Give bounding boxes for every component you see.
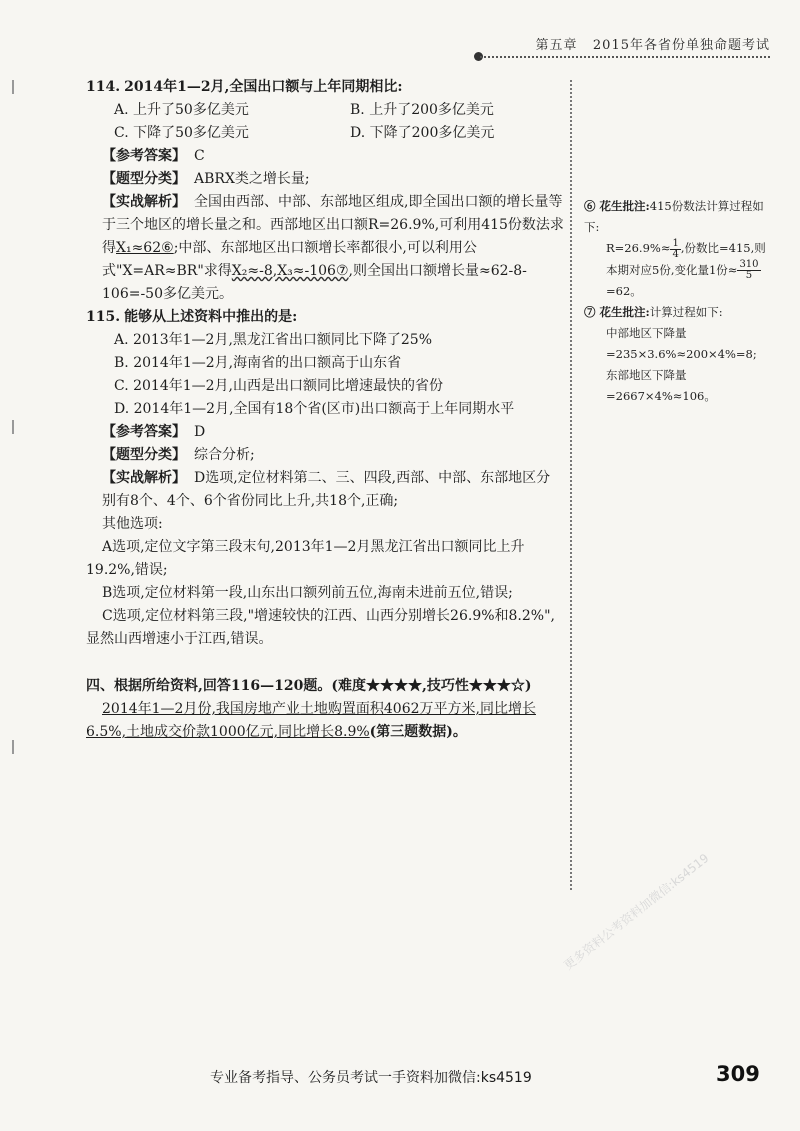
note-7-east: 东部地区下降量=2667×4%≈106。 [606,368,716,403]
answer-value: D [194,424,206,440]
analysis-tag: 【实战解析】 [102,194,186,210]
note-7-title: ⑦ 花生批注: [584,305,650,319]
analysis-tag: 【实战解析】 [102,470,186,486]
question-text: 能够从上述资料中推出的是: [124,309,298,325]
option-d: D. 2014年1—2月,全国有18个省(区市)出口额高于上年同期水平 [114,401,515,417]
answer-line [86,421,564,444]
analysis-paragraph [86,467,564,513]
note-7-body: 计算过程如下: [649,305,723,319]
analysis-x1: X₁≈62⑥ [116,240,174,256]
other-option-c: C选项,定位材料第三段,"增速较快的江西、山西分别增长26.9%和8.2%",显然山西增速小于江西,错误。 [86,608,555,647]
type-tag: 【题型分类】 [102,447,186,463]
option-a: A. 上升了50多亿美元 [114,102,249,118]
question-number: 114. [86,79,121,95]
type-tag: 【题型分类】 [102,171,186,187]
option-a: A. 2013年1—2月,黑龙江省出口额同比下降了25% [114,332,433,348]
option-c: C. 下降了50多亿美元 [114,125,249,141]
chapter-label: 第五章 [535,38,578,53]
fraction-denominator: 5 [745,270,753,281]
other-options-title: 其他选项: [102,516,163,532]
option-b: B. 上升了200多亿美元 [350,102,494,118]
question-114-options [86,99,564,145]
type-line [86,168,564,191]
formula-text: R=26.9%≈ [606,241,671,255]
option-c: C. 2014年1—2月,山西是出口额同比增速最快的省份 [114,378,444,394]
analysis-text: D选项,定位材料第二、三、四段,西部、中部、东部地区分别有8个、4个、6个省份同比上升,共18个,正确; [102,470,551,509]
section-4-material [86,698,564,744]
header-rule [480,56,770,58]
other-option-a: A选项,定位文字第三段末句,2013年1—2月黑龙江省出口额同比上升19.2%,错误; [86,539,525,578]
question-115-stem [86,306,564,329]
note-6 [584,196,774,238]
type-line [86,444,564,467]
fraction-numerator: 1 [672,237,679,249]
binding-mark [12,420,14,434]
option-d: D. 下降了200多亿美元 [350,125,495,141]
binding-mark [12,80,14,94]
page-number: 309 [716,1062,760,1086]
analysis-text: ,则全国出口额增长量≈62-8-106=-50多亿美元。 [102,263,527,302]
main-column [86,76,564,744]
analysis-text: ;中部、东部地区出口额增长率都很小,可以利用公式"X=AR≈BR"求得 [102,240,477,279]
fraction [737,260,760,281]
question-115-options [86,329,564,421]
answer-tag: 【参考答案】 [102,148,186,164]
note-7 [584,302,774,323]
fraction-denominator: 4 [672,248,679,260]
note-6-body: 415份数法计算过程如下: [584,199,764,234]
column-divider [570,80,572,890]
spacer [86,651,564,675]
question-text: 2014年1—2月,全国出口额与上年同期相比: [124,79,403,95]
question-114-stem [86,76,564,99]
material-tail: (第三题数据)。 [369,724,467,740]
binding-marks [12,80,18,780]
analysis-paragraph [86,191,564,306]
fraction [670,239,680,260]
answer-value: C [194,148,205,164]
analysis-x2x3: X₂≈-8,X₃≈-106⑦ [231,263,349,279]
formula-text: ,份数比=415,则本期对应5份,变化量1份≈ [606,241,766,277]
fraction-numerator: 310 [739,259,759,270]
note-6-formula [584,238,774,302]
option-b: B. 2014年1—2月,海南省的出口额高于山东省 [114,355,402,371]
sidebar-notes [584,196,774,407]
type-value: 综合分析; [194,447,255,463]
type-value: ABRX类之增长量; [194,171,310,187]
footer-text: 专业备考指导、公务员考试一手资料加微信:ks4519 [210,1070,532,1086]
answer-line [86,145,564,168]
material-underlined: 2014年1—2月份,我国房地产业土地购置面积4062万平方米,同比增长6.5%,土地成交价款1000亿元,同比增长8.9% [86,701,536,740]
formula-result: =62。 [606,284,642,298]
page-header [470,34,770,53]
binding-mark [12,740,14,754]
watermark: 更多资料公考资料加微信:ks4519 [561,850,712,973]
other-option-b: B选项,定位材料第一段,山东出口额列前五位,海南未进前五位,错误; [102,585,513,601]
section-4-title: 四、根据所给资料,回答116—120题。(难度★★★★,技巧性★★★☆) [86,678,532,694]
answer-tag: 【参考答案】 [102,424,186,440]
analysis-text: 全国由西部、中部、东部地区组成,即全国出口额的增长量等于三个地区的增长量之和。西部地区出口额R=26.9%,可利用415份数法求得 [102,194,564,256]
note-6-title: ⑥ 花生批注: [584,199,650,213]
question-number: 115. [86,309,121,325]
chapter-title: 2015年各省份单独命题考试 [592,38,770,53]
note-7-middle: 中部地区下降量=235×3.6%≈200×4%=8; [606,326,757,361]
